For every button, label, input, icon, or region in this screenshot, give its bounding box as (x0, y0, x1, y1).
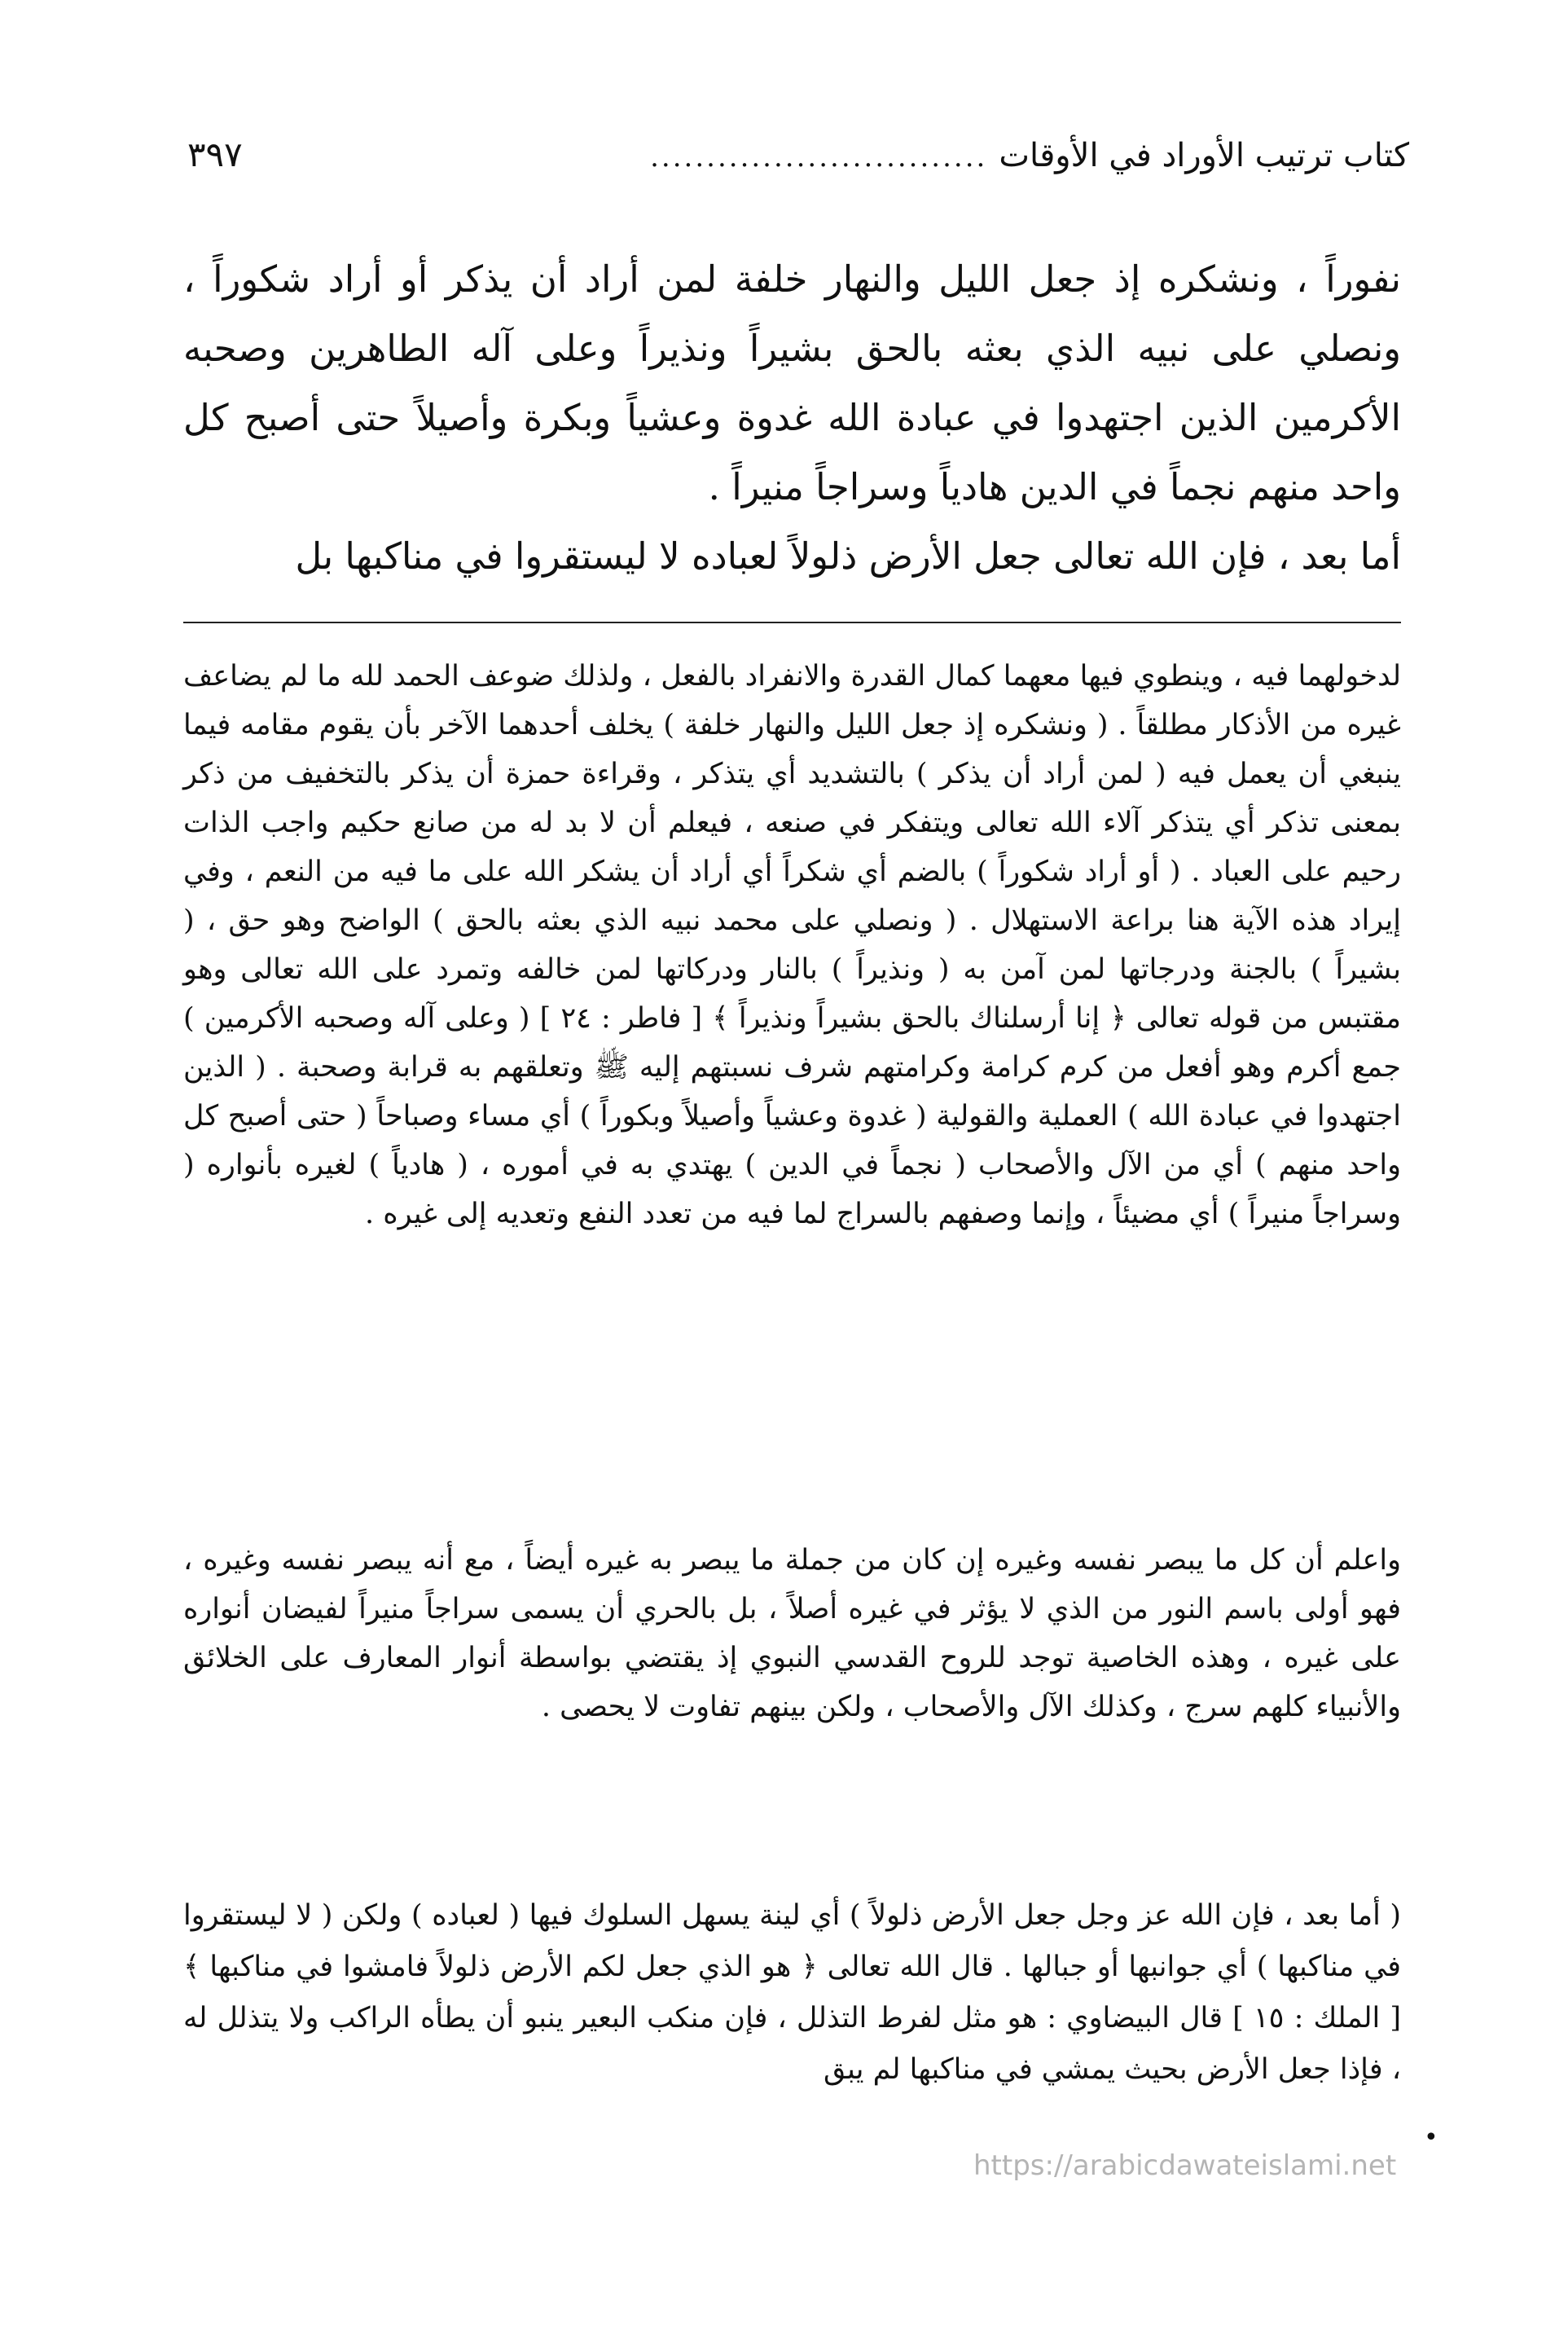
watermark-url: https://arabicdawateislami.net (973, 2149, 1397, 2182)
running-header (187, 134, 1409, 191)
commentary-paragraph: لدخولهما فيه ، وينطوي فيها معهما كمال القدرة والانفراد بالفعل ، ولذلك ضوعف الحمد لله ما لم يضاعف غيره من الأذكار مطلقاً . ( ونشكره إذ جعل الليل والنهار خلفة ) يخلف أحدهما الآخر بأن يقوم مقامه فيما ينبغي أن يعمل فيه ( لمن أراد أن يذكر ) بالتشديد أي يتذكر ، وقراءة حمزة أن يذكر بالتخفيف من ذكر بمعنى تذكر أي يتذكر آلاء الله تعالى ويتفكر في صنعه ، فيعلم أن لا بد له من صانع حكيم واجب الذات رحيم على العباد . ( أو أراد شكوراً ) بالضم أي شكراً أي أراد أن يشكر الله على ما فيه من النعم ، وفي إيراد هذه الآية هنا براعة الاستهلال . ( ونصلي على محمد نبيه الذي بعثه بالحق ) الواضح وهو حق ، ( بشيراً ) بالجنة ودرجاتها لمن آمن به ( ونذيراً ) بالنار ودركاتها لمن خالفه وتمرد على الله تعالى وهو مقتبس من قوله تعالى ﴿ إنا أرسلناك بالحق بشيراً ونذيراً ﴾ [ فاطر : ٢٤ ] ( وعلى آله وصحبه الأكرمين ) جمع أكرم وهو أفعل من كرم كرامة وكرامتهم شرف نسبتهم إليه ﷺ وتعلقهم به قرابة وصحبة . ( الذين اجتهدوا في عبادة الله ) العملية والقولية ( غدوة وعشياً وأصيلاً وبكوراً ) أي مساء وصباحاً ( حتى أصبح كل واحد منهم ) أي من الآل والأصحاب ( نجماً في الدين ) يهتدي به في أموره ، ( هادياً ) لغيره بأنواره ( وسراجاً منيراً ) أي مضيئاً ، وإنما وصفهم بالسراج لما فيه من تعدد النفع وتعديه إلى غيره . (183, 660, 1401, 1230)
commentary-block (183, 652, 1401, 1238)
commentary-amma-bad-paragraph (183, 1890, 1401, 2096)
commentary-light-paragraph (183, 1536, 1401, 1731)
footnote-divider (183, 622, 1401, 623)
header-leader-dots: .............................. (650, 141, 988, 174)
main-paragraph-1: نفوراً ، ونشكره إذ جعل الليل والنهار خلفة لمن أراد أن يذكر أو أراد شكوراً ، ونصلي على نبيه الذي بعثه بالحق بشيراً ونذيراً وعلى آله الطاهرين وصحبه الأكرمين الذين اجتهدوا في عبادة الله غدوة وعشياً وبكرة وأصيلاً حتى أصبح كل واحد منهم نجماً في الدين هادياً وسراجاً منيراً . (183, 257, 1401, 508)
main-paragraph-2: أما بعد ، فإن الله تعالى جعل الأرض ذلولاً لعباده لا ليستقروا في مناكبها بل (295, 534, 1401, 578)
light-paragraph-text: واعلم أن كل ما يبصر نفسه وغيره إن كان من جملة ما يبصر به غيره أيضاً ، مع أنه يبصر نفسه وغيره ، فهو أولى باسم النور من الذي لا يؤثر في غيره أصلاً ، بل بالحري أن يسمى سراجاً منيراً لفيضان أنواره على غيره ، وهذه الخاصية توجد للروح القدسي النبوي إذ يقتضي بواسطة أنوار المعارف على الخلائق والأنبياء كلهم سرج ، وكذلك الآل والأصحاب ، ولكن بينهم تفاوت لا يحصى . (183, 1544, 1401, 1723)
amma-bad-paragraph-text: ( أما بعد ، فإن الله عز وجل جعل الأرض ذلولاً ) أي لينة يسهل السلوك فيها ( لعباده ) ولكن ( لا ليستقروا في مناكبها ) أي جوانبها أو جبالها . قال الله تعالى ﴿ هو الذي جعل لكم الأرض ذلولاً فامشوا في مناكبها ﴾ [ الملك : ١٥ ] قال البيضاوي : هو مثل لفرط التذلل ، فإن منكب البعير ينبو أن يطأه الراكب ولا يتذلل له ، فإذا جعل الأرض بحيث يمشي في مناكبها لم يبق (183, 1899, 1401, 2086)
page-number: ٣٩٧ (187, 134, 243, 174)
main-text (183, 244, 1401, 591)
bottom-dot-mark: • (1424, 2123, 1438, 2152)
header-title: كتاب ترتيب الأوراد في الأوقات (999, 137, 1409, 174)
